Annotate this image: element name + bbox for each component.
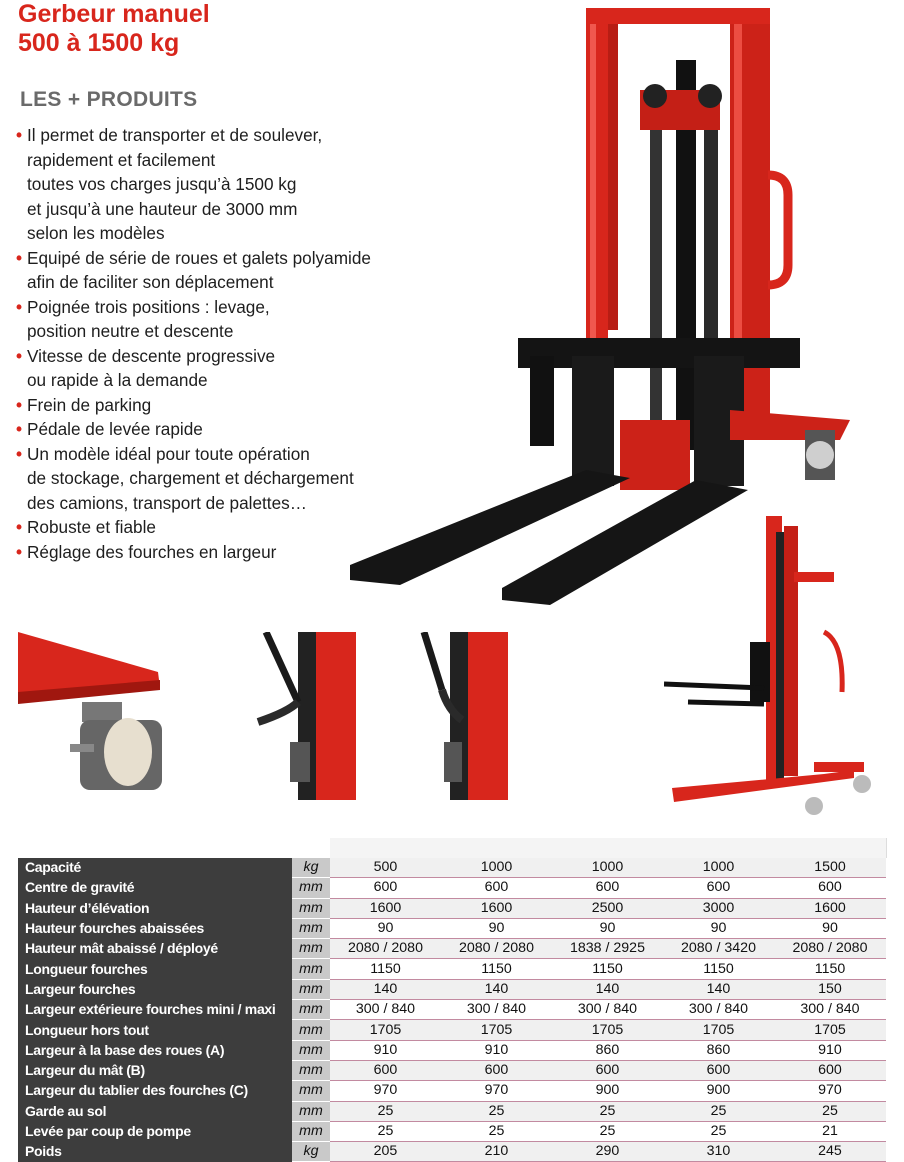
stacker-side-photo: [664, 512, 886, 820]
spec-value: 600: [552, 1060, 663, 1080]
spec-unit: mm: [292, 1020, 330, 1040]
spec-unit: mm: [292, 1040, 330, 1060]
spec-value: 25: [441, 1101, 552, 1121]
spec-value: 1150: [774, 959, 886, 979]
spec-label: Largeur extérieure fourches mini / maxi: [18, 1000, 292, 1020]
spec-label: Largeur du tablier des fourches (C): [18, 1081, 292, 1101]
spec-value: 600: [774, 878, 886, 898]
spec-unit: kg: [292, 1142, 330, 1162]
spec-value: 90: [774, 918, 886, 938]
spec-value: 90: [441, 918, 552, 938]
feature-text: Un modèle idéal pour toute opération de stockage, chargement et déchargement des camions, transport de palettes…: [27, 443, 354, 513]
spec-value: 25: [663, 1101, 774, 1121]
table-row: [18, 858, 886, 878]
table-row: [18, 878, 886, 898]
spec-value: 1150: [330, 959, 441, 979]
table-row: [18, 1040, 886, 1060]
spec-label: Hauteur d’élévation: [18, 898, 292, 918]
spec-value: 1000: [663, 858, 774, 878]
spec-unit: mm: [292, 939, 330, 959]
table-row: [18, 898, 886, 918]
spec-value: 910: [441, 1040, 552, 1060]
spec-value: 21: [774, 1121, 886, 1141]
spec-unit: mm: [292, 979, 330, 999]
spec-label: Largeur à la base des roues (A): [18, 1040, 292, 1060]
spec-value: 1500: [774, 858, 886, 878]
feature-text: Equipé de série de roues et galets polyamide afin de faciliter son déplacement: [27, 247, 371, 292]
spec-unit: mm: [292, 878, 330, 898]
title-line-2: 500 à 1500 kg: [18, 29, 180, 57]
spec-label: Poids: [18, 1142, 292, 1162]
feature-text: Pédale de levée rapide: [27, 419, 203, 439]
spec-value: 245: [774, 1142, 886, 1162]
spec-value: 1600: [330, 898, 441, 918]
spec-label: Levée par coup de pompe: [18, 1121, 292, 1141]
spec-value: 2500: [552, 898, 663, 918]
table-row: [18, 1060, 886, 1080]
spec-value: 300 / 840: [330, 1000, 441, 1020]
spec-value: 860: [552, 1040, 663, 1060]
spec-unit: kg: [292, 858, 330, 878]
feature-item: • Vitesse de descente progressive ou rapide à la demande: [16, 345, 276, 390]
spec-value: 600: [441, 1060, 552, 1080]
spec-value: 90: [663, 918, 774, 938]
spec-value: 2080 / 2080: [330, 939, 441, 959]
spec-value: 90: [552, 918, 663, 938]
spec-value: 140: [663, 979, 774, 999]
spec-value: 600: [441, 878, 552, 898]
spec-value: 600: [774, 1060, 886, 1080]
feature-item: • Frein de parking: [16, 394, 152, 415]
spec-value: 90: [330, 918, 441, 938]
spec-value: 1600: [774, 898, 886, 918]
spec-unit: mm: [292, 1121, 330, 1141]
table-row: [18, 1101, 886, 1121]
spec-value: 2080 / 3420: [663, 939, 774, 959]
spec-label: Largeur du mât (B): [18, 1060, 292, 1080]
spec-value: 25: [552, 1121, 663, 1141]
spec-value: 600: [663, 878, 774, 898]
spec-value: 300 / 840: [663, 1000, 774, 1020]
spec-value: 1150: [663, 959, 774, 979]
spec-value: 1838 / 2925: [552, 939, 663, 959]
spec-value: 910: [774, 1040, 886, 1060]
feature-item: • Pédale de levée rapide: [16, 419, 203, 439]
spec-value: 210: [441, 1142, 552, 1162]
spec-value: 25: [330, 1121, 441, 1141]
feature-item: • Un modèle idéal pour toute opération de stockage, chargement et déchargement des camions, transport de palettes…: [16, 443, 354, 513]
spec-value: 300 / 840: [441, 1000, 552, 1020]
spec-unit: mm: [292, 918, 330, 938]
spec-value: 970: [441, 1081, 552, 1101]
spec-label: Hauteur mât abaissé / déployé: [18, 939, 292, 959]
lever-handle-photo: [410, 632, 508, 800]
table-header-strip: [330, 838, 887, 858]
spec-value: 25: [774, 1101, 886, 1121]
spec-value: 860: [663, 1040, 774, 1060]
spec-unit: mm: [292, 898, 330, 918]
spec-value: 2080 / 2080: [441, 939, 552, 959]
feature-text: Réglage des fourches en largeur: [27, 541, 277, 562]
spec-value: 140: [552, 979, 663, 999]
spec-value: 1705: [774, 1020, 886, 1040]
spec-value: 290: [552, 1142, 663, 1162]
feature-item: • Poignée trois positions : levage, position neutre et descente: [16, 296, 270, 341]
spec-value: 900: [663, 1081, 774, 1101]
feature-item: • Réglage des fourches en largeur: [16, 541, 277, 562]
caster-wheel-photo: [18, 632, 178, 800]
feature-text: Vitesse de descente progressive ou rapide à la demande: [27, 345, 276, 390]
spec-value: 140: [330, 979, 441, 999]
spec-label: Hauteur fourches abaissées: [18, 918, 292, 938]
spec-value: 25: [552, 1101, 663, 1121]
spec-value: 600: [330, 878, 441, 898]
feature-text: Il permet de transporter et de soulever, rapidement et facilement toutes vos charges jusqu’à 1500 kg et jusqu’à une hauteur de 3000 mm selon les modèles: [27, 125, 323, 243]
spec-value: 1600: [441, 898, 552, 918]
spec-value: 500: [330, 858, 441, 878]
pump-handle-photo: [238, 632, 356, 800]
spec-value: 1000: [441, 858, 552, 878]
spec-value: 300 / 840: [552, 1000, 663, 1020]
spec-value: 1705: [441, 1020, 552, 1040]
table-row: [18, 918, 886, 938]
spec-value: 1705: [552, 1020, 663, 1040]
table-row: [18, 1020, 886, 1040]
spec-label: Garde au sol: [18, 1101, 292, 1121]
spec-value: 2080 / 2080: [774, 939, 886, 959]
spec-label: Capacité: [18, 858, 292, 878]
spec-unit: mm: [292, 959, 330, 979]
spec-value: 140: [441, 979, 552, 999]
spec-value: 970: [774, 1081, 886, 1101]
feature-text: Frein de parking: [27, 394, 152, 415]
spec-value: 150: [774, 979, 886, 999]
spec-value: 910: [330, 1040, 441, 1060]
spec-value: 205: [330, 1142, 441, 1162]
spec-label: Centre de gravité: [18, 878, 292, 898]
spec-value: 970: [330, 1081, 441, 1101]
table-row: [18, 959, 886, 979]
spec-value: 1000: [552, 858, 663, 878]
table-row: [18, 1121, 886, 1141]
feature-item: • Il permet de transporter et de soulever, rapidement et facilement toutes vos charges jusqu’à 1500 kg et jusqu’à une hauteur de 3000 mm selon les modèles: [16, 125, 323, 243]
spec-value: 300 / 840: [774, 1000, 886, 1020]
feature-item: • Equipé de série de roues et galets polyamide afin de faciliter son déplacement: [16, 247, 371, 292]
spec-label: Largeur fourches: [18, 979, 292, 999]
feature-item: • Robuste et fiable: [16, 517, 156, 537]
table-row: [18, 939, 886, 959]
spec-value: 25: [441, 1121, 552, 1141]
features-heading: LES + PRODUITS: [20, 88, 198, 111]
product-title: [18, 0, 210, 58]
spec-unit: mm: [292, 1060, 330, 1080]
spec-value: 1705: [330, 1020, 441, 1040]
spec-label: Longueur hors tout: [18, 1020, 292, 1040]
spec-value: 600: [663, 1060, 774, 1080]
table-row: [18, 1081, 886, 1101]
feature-text: Robuste et fiable: [27, 517, 156, 537]
spec-unit: mm: [292, 1000, 330, 1020]
spec-value: 900: [552, 1081, 663, 1101]
spec-value: 3000: [663, 898, 774, 918]
spec-label: Longueur fourches: [18, 959, 292, 979]
spec-value: 1150: [552, 959, 663, 979]
table-row: [18, 1000, 886, 1020]
spec-value: 25: [663, 1121, 774, 1141]
spec-value: 25: [330, 1101, 441, 1121]
spec-unit: mm: [292, 1081, 330, 1101]
spec-value: 600: [330, 1060, 441, 1080]
title-line-1: Gerbeur manuel: [18, 0, 210, 28]
spec-value: 310: [663, 1142, 774, 1162]
table-row: [18, 979, 886, 999]
specifications-table: [18, 858, 886, 1162]
feature-text: Poignée trois positions : levage, position neutre et descente: [27, 296, 270, 341]
spec-value: 600: [552, 878, 663, 898]
spec-unit: mm: [292, 1101, 330, 1121]
table-row: [18, 1142, 886, 1162]
spec-value: 1150: [441, 959, 552, 979]
spec-value: 1705: [663, 1020, 774, 1040]
